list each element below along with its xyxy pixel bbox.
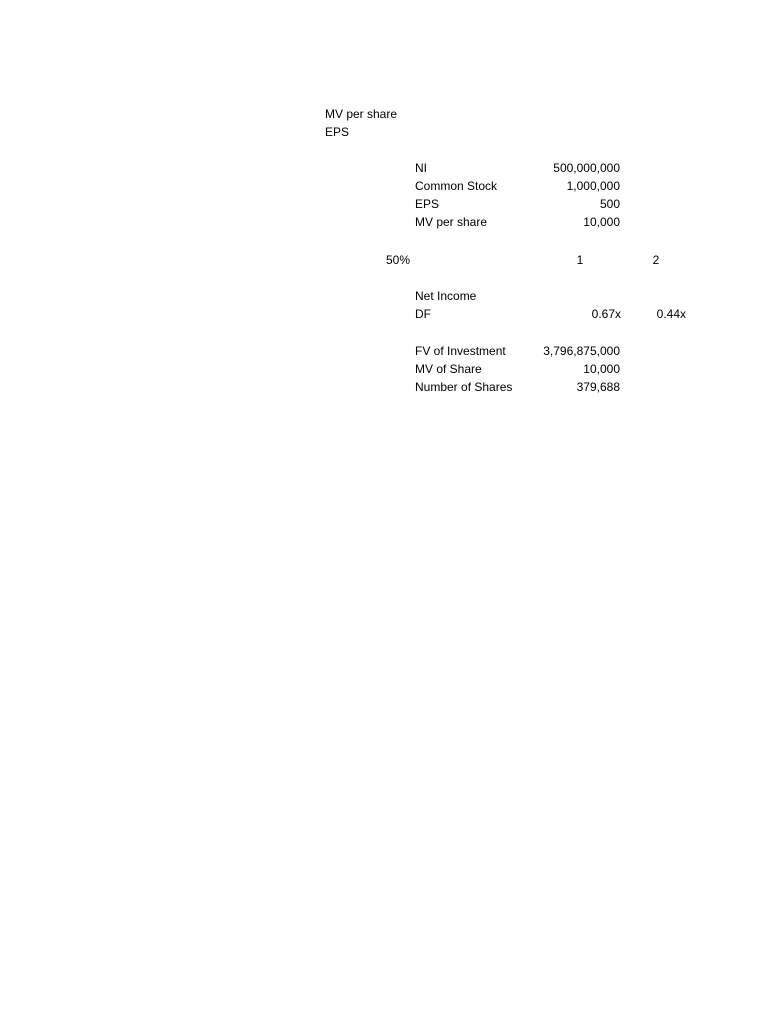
number-of-shares-value: 379,688 — [576, 380, 620, 394]
df-label: DF — [415, 307, 431, 321]
fv-investment-label: FV of Investment — [415, 344, 506, 358]
eps-label: EPS — [415, 197, 440, 211]
mv-share-value: 10,000 — [583, 362, 620, 376]
number-of-shares-label: Number of Shares — [415, 380, 513, 394]
common-stock-value: 1,000,000 — [566, 179, 620, 193]
period-1: 1 — [576, 253, 584, 267]
mv-per-share-label: MV per share — [415, 215, 488, 229]
ni-label: NI — [415, 161, 427, 175]
common-stock-label: Common Stock — [415, 179, 498, 193]
net-income-label: Net Income — [415, 289, 477, 303]
df-value-2: 0.44x — [656, 307, 686, 321]
mv-share-label: MV of Share — [415, 362, 482, 376]
eps-value: 500 — [599, 197, 620, 211]
header-mv-per-share-label: MV per share — [325, 107, 398, 121]
fv-investment-value: 3,796,875,000 — [543, 344, 620, 358]
mv-per-share-value: 10,000 — [583, 215, 620, 229]
header-eps-label: EPS — [325, 125, 350, 139]
ni-value: 500,000,000 — [553, 161, 620, 175]
df-value-1: 0.67x — [591, 307, 621, 321]
period-2: 2 — [652, 253, 660, 267]
discount-rate: 50% — [385, 253, 410, 267]
